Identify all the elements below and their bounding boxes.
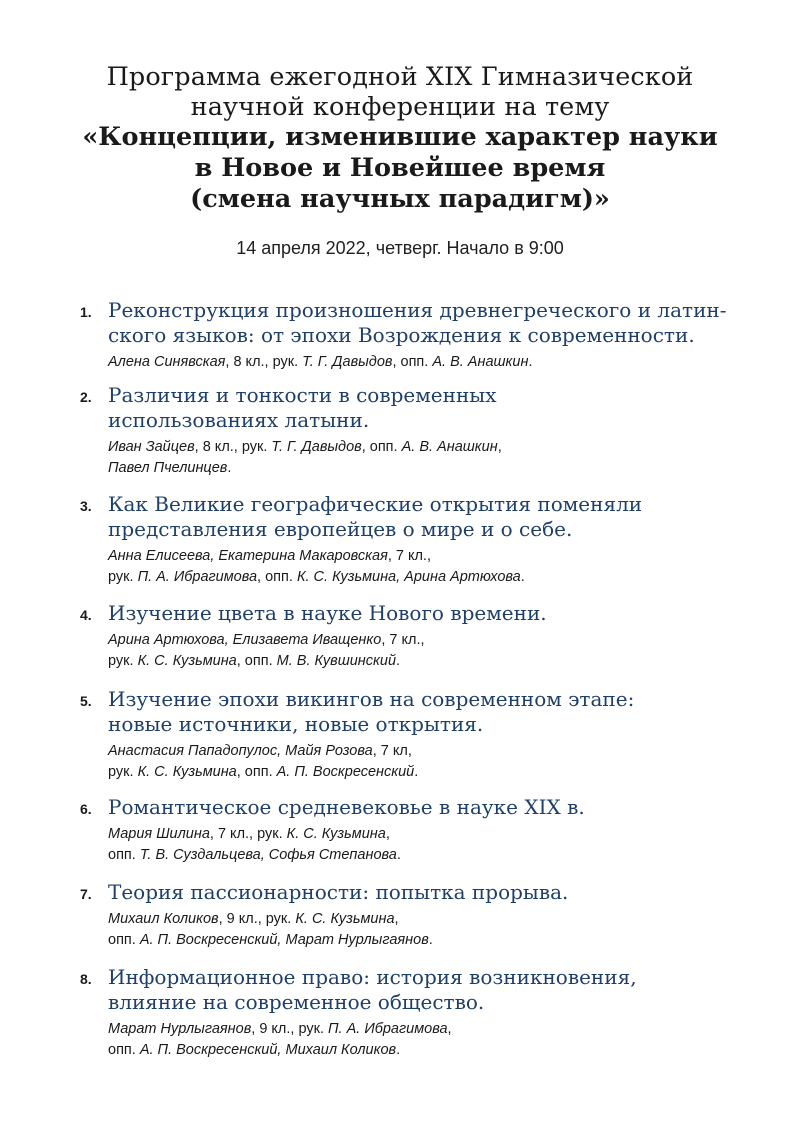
- topic-line: Как Великие географические открытия поменяли: [108, 492, 643, 516]
- role-label: рук.: [108, 569, 138, 585]
- role-label: .: [414, 764, 419, 780]
- participants-line: [108, 845, 748, 866]
- participants-line: [108, 909, 748, 930]
- person-name: Михаил Коликов: [108, 911, 219, 927]
- person-name: А. П. Воскресенский: [276, 764, 415, 780]
- topic-line: влияние на современное общество.: [108, 990, 485, 1014]
- item-participants: [108, 1019, 748, 1061]
- topic-line: Информационное право: история возникновения,: [108, 965, 637, 989]
- item-participants: [108, 909, 748, 951]
- person-name: Анастасия Пападопулос, Майя Розова: [108, 743, 373, 759]
- role-label: , 7 кл., рук.: [209, 826, 287, 842]
- item-topic: [108, 383, 748, 433]
- participants-line: [108, 352, 748, 373]
- person-name: К. С. Кузьмина, Арина Артюхова: [296, 569, 521, 585]
- theme-line-1: «Концепции, изменившие характер науки: [82, 122, 718, 152]
- role-label: , опп.: [257, 569, 297, 585]
- item-topic: [108, 687, 748, 737]
- participants-line: [108, 567, 748, 588]
- person-name: П. А. Ибрагимова: [328, 1021, 448, 1037]
- role-label: .: [227, 460, 232, 476]
- person-name: К. С. Кузьмина: [137, 653, 237, 669]
- role-label: , опп.: [361, 439, 402, 455]
- participants-line: [108, 762, 748, 783]
- person-name: Анна Елисеева, Екатерина Макаровская: [108, 548, 388, 564]
- person-name: Павел Пчелинцев: [108, 460, 228, 476]
- role-label: , опп.: [236, 653, 277, 669]
- item-participants: [108, 824, 748, 866]
- item-number: 5.: [80, 693, 92, 709]
- participants-line: [108, 930, 748, 951]
- role-label: , 7 кл.,: [381, 632, 425, 648]
- item-participants: [108, 352, 748, 373]
- role-label: , 7 кл.,: [387, 548, 431, 564]
- item-number: 7.: [80, 886, 92, 902]
- item-topic: [108, 965, 748, 1015]
- person-name: А. В. Анашкин: [432, 354, 529, 370]
- title-line-2: научной конференции на тему: [190, 92, 610, 122]
- theme-line-2: в Новое и Новейшее время: [194, 153, 606, 183]
- role-label: .: [396, 1042, 401, 1058]
- topic-line: Теория пассионарности: попытка прорыва.: [108, 880, 569, 904]
- person-name: Т. Г. Давыдов: [302, 354, 393, 370]
- item-number: 4.: [80, 607, 92, 623]
- role-label: , 8 кл., рук.: [194, 439, 272, 455]
- item-participants: [108, 437, 748, 479]
- item-number: 3.: [80, 498, 92, 514]
- topic-line: новые источники, новые открытия.: [108, 712, 484, 736]
- person-name: Иван Зайцев: [108, 439, 195, 455]
- participants-line: [108, 651, 748, 672]
- participants-line: [108, 630, 748, 651]
- person-name: М. В. Кувшинский: [276, 653, 397, 669]
- item-participants: [108, 546, 748, 588]
- role-label: .: [396, 653, 401, 669]
- topic-line: представления европейцев о мире и о себе.: [108, 517, 573, 541]
- person-name: Алена Синявская: [108, 354, 226, 370]
- person-name: А. П. Воскресенский, Марат Нурлыгаянов: [139, 932, 429, 948]
- item-participants: [108, 630, 748, 672]
- person-name: К. С. Кузьмина: [295, 911, 395, 927]
- topic-line: Реконструкция произношения древнегреческого и латин-: [108, 298, 727, 322]
- conference-date: 14 апреля 2022, четверг. Начало в 9:00: [236, 238, 564, 258]
- item-topic: [108, 298, 748, 348]
- topic-line: Романтическое средневековье в науке XIX в.: [108, 795, 585, 819]
- person-name: А. П. Воскресенский, Михаил Коликов: [139, 1042, 397, 1058]
- item-number: 8.: [80, 971, 92, 987]
- item-topic: [108, 601, 748, 626]
- participants-line: [108, 1040, 748, 1061]
- participants-line: [108, 458, 748, 479]
- participants-line: [108, 741, 748, 762]
- topic-line: использованиях латыни.: [108, 408, 370, 432]
- item-topic: [108, 492, 748, 542]
- participants-line: [108, 1019, 748, 1040]
- role-label: , 7 кл,: [372, 743, 412, 759]
- item-topic: [108, 795, 748, 820]
- person-name: А. В. Анашкин: [401, 439, 498, 455]
- role-label: , опп.: [392, 354, 433, 370]
- role-label: , 9 кл., рук.: [218, 911, 296, 927]
- role-label: ,: [447, 1021, 452, 1037]
- person-name: К. С. Кузьмина: [286, 826, 386, 842]
- person-name: Т. В. Суздальцева, Софья Степанова: [139, 847, 397, 863]
- participants-line: [108, 824, 748, 845]
- person-name: Арина Артюхова, Елизавета Иващенко: [108, 632, 382, 648]
- topic-line: Различия и тонкости в современных: [108, 383, 497, 407]
- item-number: 1.: [80, 304, 92, 320]
- role-label: , 8 кл., рук.: [225, 354, 303, 370]
- person-name: Мария Шилина: [108, 826, 210, 842]
- role-label: ,: [497, 439, 502, 455]
- role-label: опп.: [108, 932, 140, 948]
- topic-line: Изучение эпохи викингов на современном этапе:: [108, 687, 635, 711]
- role-label: .: [528, 354, 533, 370]
- title-line-1: Программа ежегодной XIX Гимназической: [106, 62, 694, 92]
- role-label: опп.: [108, 1042, 140, 1058]
- role-label: .: [520, 569, 525, 585]
- role-label: , опп.: [236, 764, 277, 780]
- topic-line: ского языков: от эпохи Возрождения к современности.: [108, 323, 695, 347]
- role-label: , 9 кл., рук.: [251, 1021, 329, 1037]
- role-label: рук.: [108, 653, 138, 669]
- role-label: ,: [385, 826, 390, 842]
- theme-line-3: (смена научных парадигм)»: [190, 184, 610, 214]
- person-name: К. С. Кузьмина: [137, 764, 237, 780]
- role-label: опп.: [108, 847, 140, 863]
- item-number: 2.: [80, 389, 92, 405]
- role-label: рук.: [108, 764, 138, 780]
- role-label: .: [396, 847, 401, 863]
- item-topic: [108, 880, 748, 905]
- item-number: 6.: [80, 801, 92, 817]
- topic-line: Изучение цвета в науке Нового времени.: [108, 601, 547, 625]
- person-name: Марат Нурлыгаянов: [108, 1021, 252, 1037]
- person-name: П. А. Ибрагимова: [137, 569, 258, 585]
- participants-line: [108, 437, 748, 458]
- person-name: Т. Г. Давыдов: [271, 439, 362, 455]
- role-label: .: [428, 932, 433, 948]
- participants-line: [108, 546, 748, 567]
- item-participants: [108, 741, 748, 783]
- role-label: ,: [394, 911, 399, 927]
